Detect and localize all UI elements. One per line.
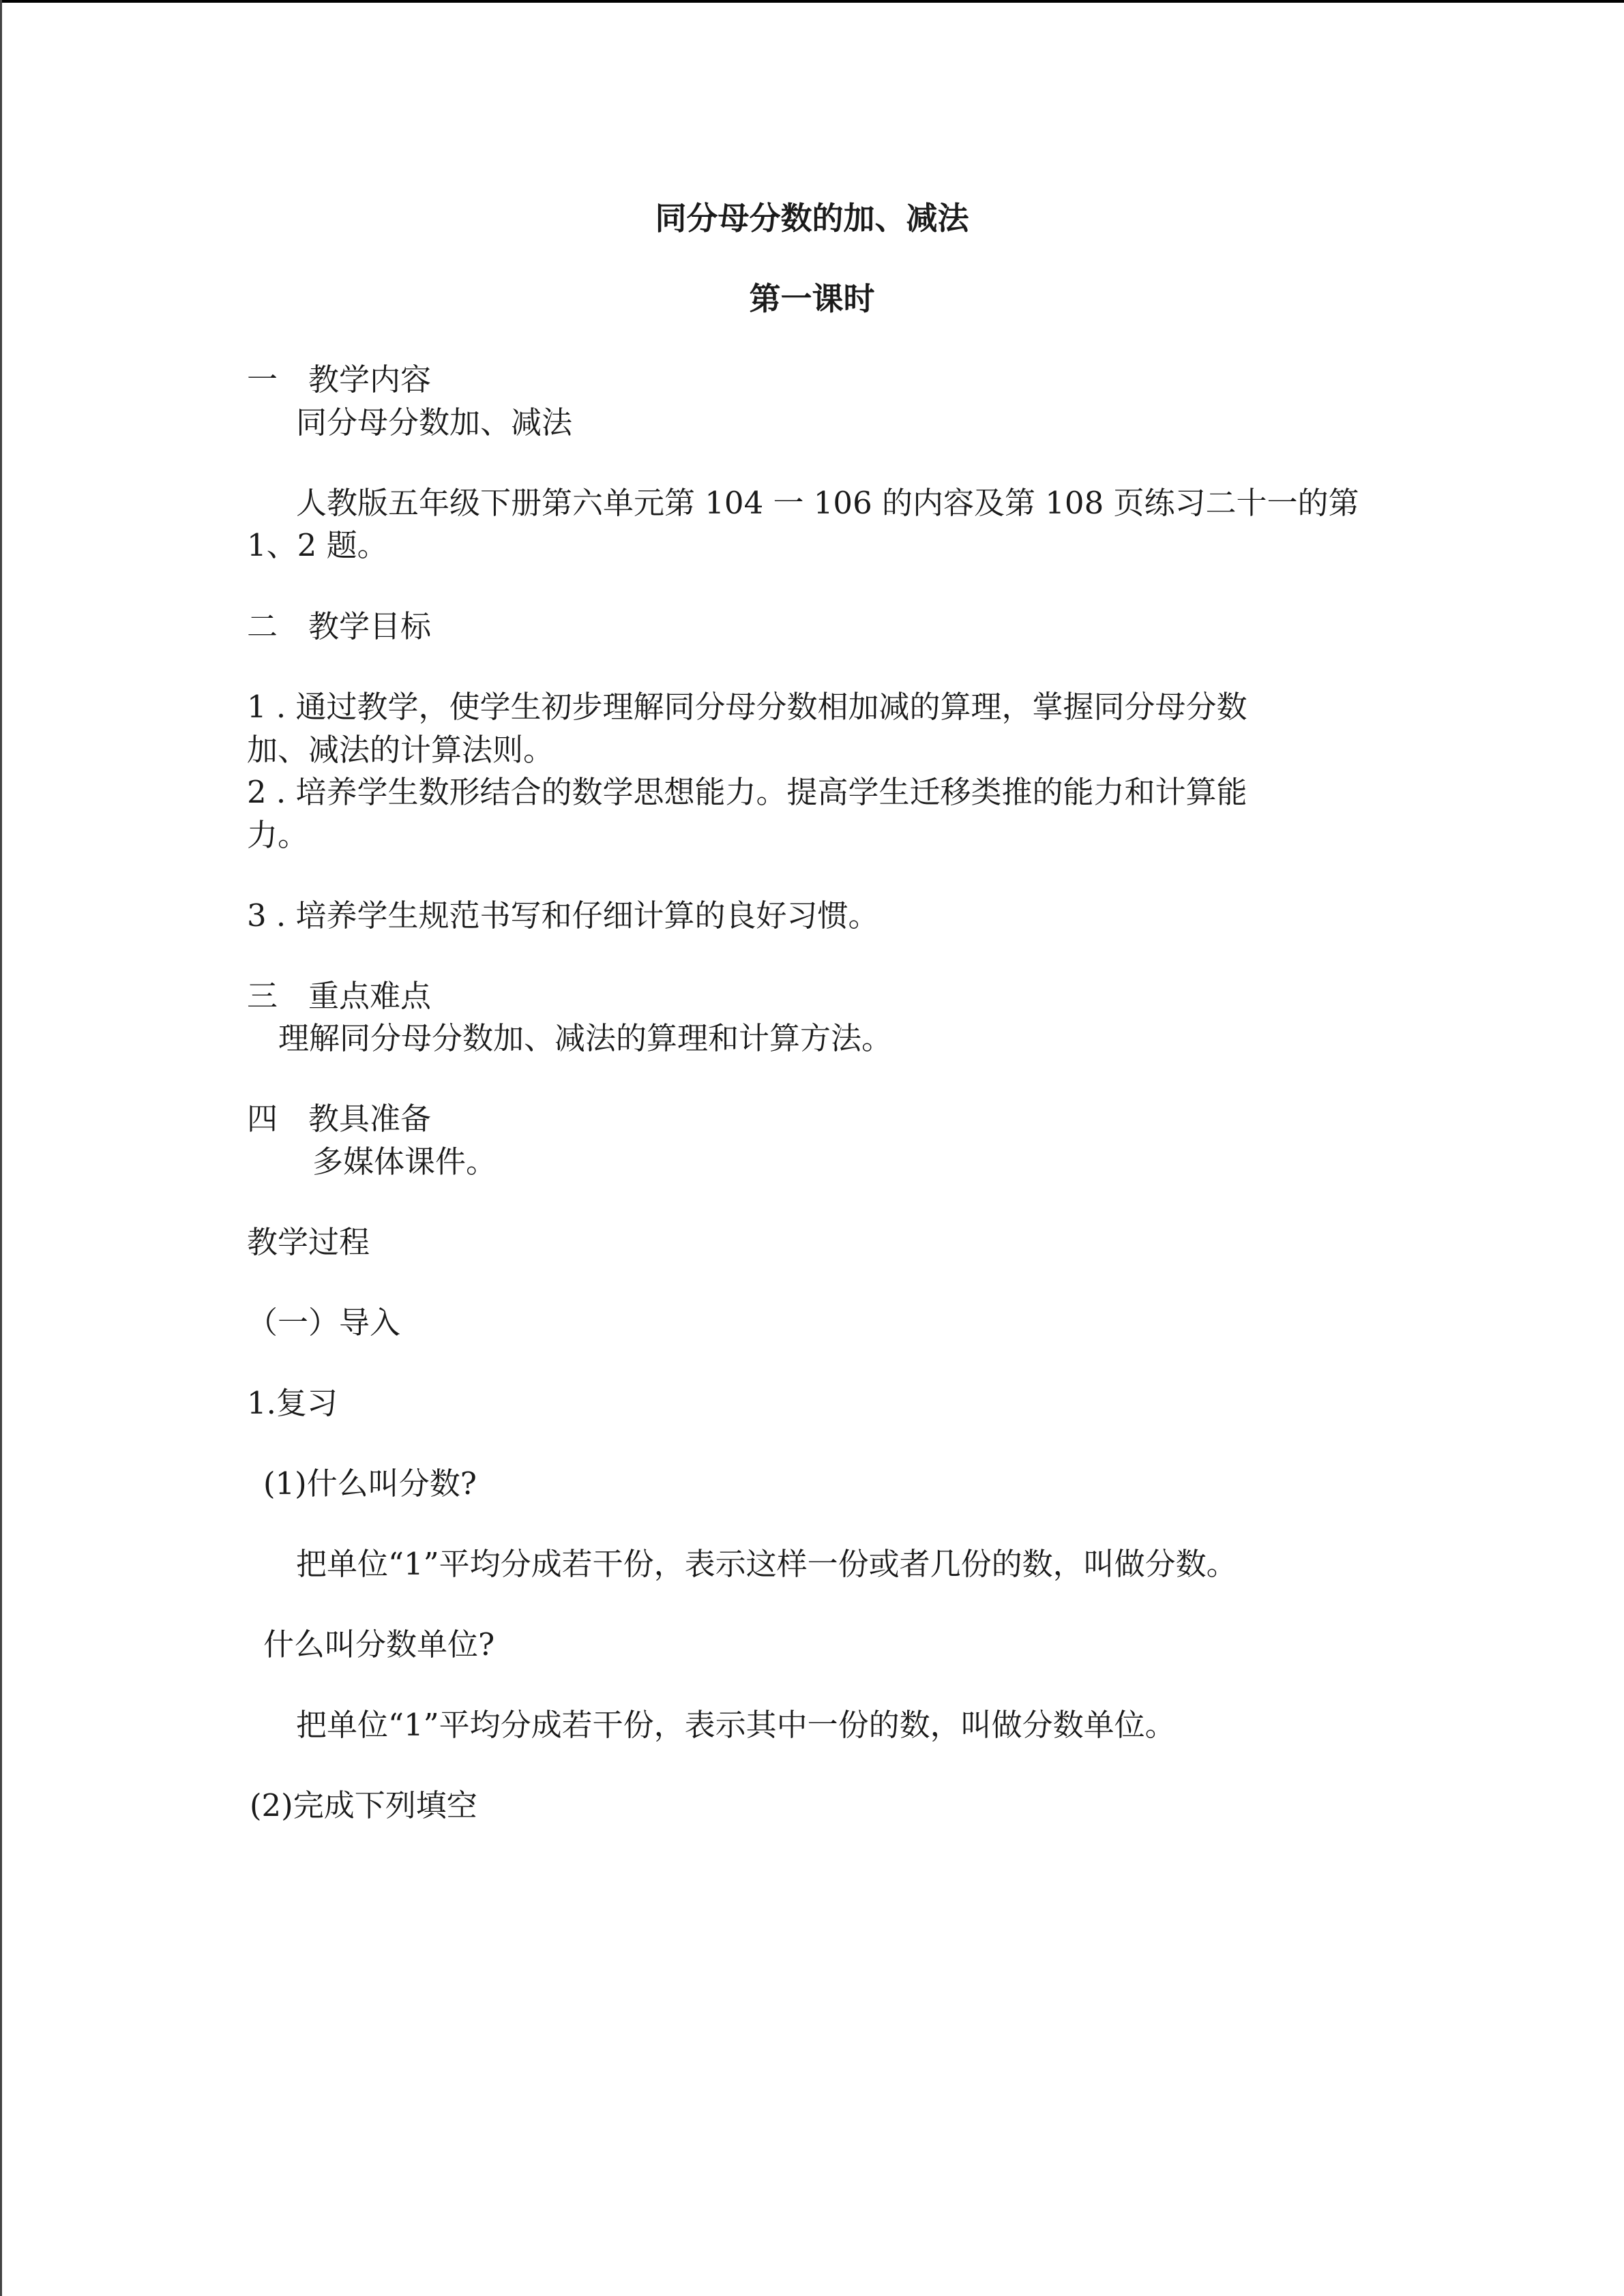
content-line: 同分母分数加、减法 [296, 404, 573, 441]
content-line: 理解同分母分数加、减法的算理和计算方法。 [278, 1020, 893, 1056]
answer-line: 把单位“1”平均分成若干份，表示这样一份或者几份的数，叫做分数。 [296, 1546, 1237, 1582]
goal-item: 力。 [247, 817, 309, 853]
section-heading-materials: 四 教具准备 [247, 1101, 432, 1137]
section-heading-goals: 二 教学目标 [247, 608, 432, 644]
page-left-border [0, 0, 2, 2296]
section-heading-key-points: 三 重点难点 [247, 978, 432, 1014]
goal-item: 2 . 培养学生数形结合的数学思想能力。提高学生迁移类推的能力和计算能 [247, 774, 1247, 810]
goal-item: 1 . 通过教学，使学生初步理解同分母分数相加减的算理，掌握同分母分数 [247, 689, 1247, 725]
question-line: 什么叫分数单位? [263, 1626, 495, 1663]
page-top-border [0, 0, 1624, 3]
section-heading-content: 一 教学内容 [247, 361, 432, 398]
question-line: (2)完成下列填空 [250, 1787, 477, 1823]
content-line: 1、2 题。 [247, 527, 388, 563]
content-line: 人教版五年级下册第六单元第 104 一 106 的内容及第 108 页练习二十一的第 [296, 485, 1359, 521]
answer-line: 把单位“1”平均分成若干份，表示其中一份的数，叫做分数单位。 [296, 1707, 1176, 1743]
subsection-heading: 1.复习 [247, 1385, 338, 1421]
section-heading-process: 教学过程 [247, 1224, 370, 1260]
subsection-heading: （一）导入 [247, 1304, 401, 1341]
goal-item: 3 . 培养学生规范书写和仔细计算的良好习惯。 [247, 897, 879, 934]
document-title: 同分母分数的加、减法 [655, 200, 969, 237]
question-line: (1)什么叫分数? [263, 1465, 477, 1502]
goal-item: 加、减法的计算法则。 [247, 732, 555, 768]
content-line: 多媒体课件。 [312, 1144, 497, 1180]
document-subtitle: 第一课时 [749, 280, 875, 317]
